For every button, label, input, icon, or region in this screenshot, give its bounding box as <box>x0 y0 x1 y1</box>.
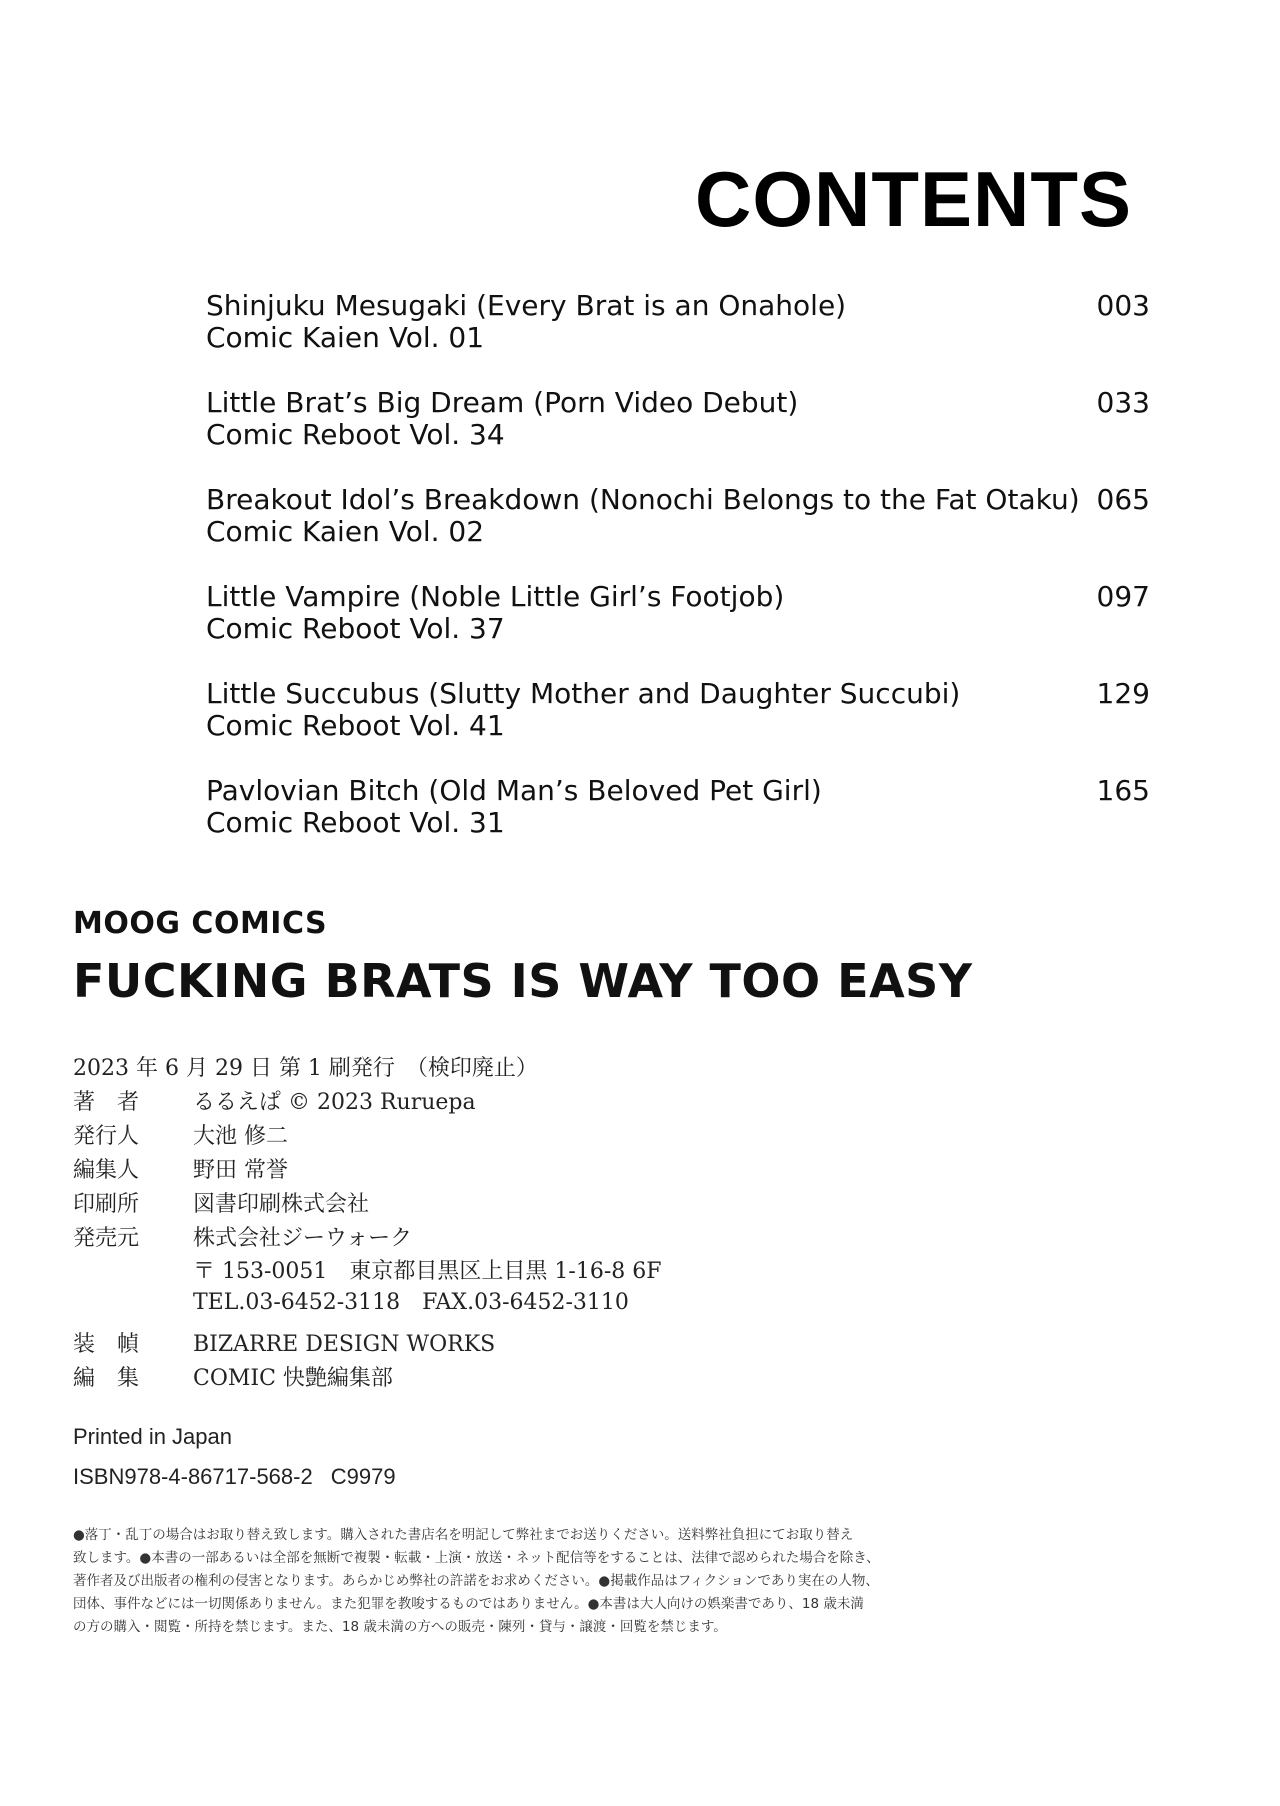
credit-value: るるえぱ © 2023 Ruruepa <box>193 1090 476 1115</box>
toc-story-source: Comic Reboot Vol. 41 <box>206 709 505 742</box>
toc-story-source: Comic Kaien Vol. 02 <box>206 515 485 548</box>
notice-line: 著作者及び出版者の権利の侵害となります。あらかじめ弊社の許諾をお求めください。●掲載作品はフィクションであり実在の人物、 <box>73 1573 879 1589</box>
toc-story-source: Comic Reboot Vol. 37 <box>206 612 505 645</box>
toc-story-title: Pavlovian Bitch (Old Man’s Beloved Pet Girl) <box>206 774 822 807</box>
credit-row-publisher <box>73 1120 662 1154</box>
toc-page-number: 097 <box>1096 580 1150 613</box>
credit-label: 発売元 <box>73 1226 140 1251</box>
toc-story-source: Comic Reboot Vol. 34 <box>206 418 505 451</box>
credit-row-editor <box>73 1154 662 1188</box>
toc-page-number: 129 <box>1096 677 1150 710</box>
credit-value: BIZARRE DESIGN WORKS <box>193 1332 496 1357</box>
credit-label: 印刷所 <box>73 1192 140 1217</box>
toc-entry <box>206 290 1150 387</box>
distributor-phone: TEL.03-6452-3118 FAX.03-6452-3110 <box>193 1290 629 1315</box>
toc-story-title: Little Vampire (Noble Little Girl’s Footjob) <box>206 580 785 613</box>
credit-value: 図書印刷株式会社 <box>193 1192 370 1217</box>
credit-value: 野田 常誉 <box>193 1158 288 1183</box>
toc-entry <box>206 775 1150 872</box>
notice-line: ●落丁・乱丁の場合はお取り替え致します。購入された書店名を明記して弊社までお送りください。送料弊社負担にてお取り替え <box>73 1527 854 1543</box>
toc-story-title: Breakout Idol’s Breakdown (Nonochi Belongs to the Fat Otaku) <box>206 483 1080 516</box>
isbn-number: ISBN978-4-86717-568-2 <box>73 1464 313 1489</box>
toc-story-title: Shinjuku Mesugaki (Every Brat is an Onahole) <box>206 289 847 322</box>
credit-label: 著 者 <box>73 1090 140 1115</box>
credit-row-distributor <box>73 1222 662 1256</box>
legal-notice <box>73 1524 943 1639</box>
toc-page-number: 033 <box>1096 386 1150 419</box>
table-of-contents <box>206 290 1150 872</box>
toc-entry <box>206 387 1150 484</box>
credit-label: 装 幀 <box>73 1332 140 1357</box>
toc-story-source: Comic Kaien Vol. 01 <box>206 321 485 354</box>
contents-heading: CONTENTS <box>695 155 1132 243</box>
toc-story-title: Little Succubus (Slutty Mother and Daughter Succubi) <box>206 677 961 710</box>
credit-row-editing <box>73 1362 662 1396</box>
publisher-imprint: MOOG COMICS <box>73 906 328 941</box>
book-title: FUCKING BRATS IS WAY TOO EASY <box>73 954 973 1008</box>
credit-label: 編集人 <box>73 1158 140 1183</box>
notice-line: 団体、事件などには一切関係ありません。また犯罪を教唆するものではありません。●本書は大人向けの娯楽書であり、18 歳未満 <box>73 1596 864 1612</box>
toc-entry <box>206 581 1150 678</box>
credit-value: 大池 修二 <box>193 1124 288 1149</box>
toc-entry <box>206 484 1150 581</box>
credit-row-printer <box>73 1188 662 1222</box>
publication-date: 2023 年 6 月 29 日 第 1 刷発行 （検印廃止） <box>73 1056 538 1081</box>
printed-in: Printed in Japan <box>73 1424 232 1449</box>
credit-label: 編 集 <box>73 1366 140 1391</box>
credit-label: 発行人 <box>73 1124 140 1149</box>
credit-value: COMIC 快艶編集部 <box>193 1366 393 1391</box>
toc-page-number: 003 <box>1096 289 1150 322</box>
distributor-address: 〒 153-0051 東京都目黒区上目黒 1-16-8 6F <box>193 1259 662 1284</box>
toc-story-source: Comic Reboot Vol. 31 <box>206 806 505 839</box>
classification-code: C9979 <box>330 1464 396 1489</box>
notice-line: の方の購入・閲覧・所持を禁じます。また、18 歳未満の方への販売・陳列・貸与・譲渡・回覧を禁じます。 <box>73 1619 727 1635</box>
credit-value: 株式会社ジーウォーク <box>193 1226 413 1251</box>
toc-story-title: Little Brat’s Big Dream (Porn Video Debut) <box>206 386 799 419</box>
isbn-line <box>73 1464 396 1490</box>
credit-row-design <box>73 1328 662 1362</box>
toc-page-number: 165 <box>1096 774 1150 807</box>
notice-line: 致します。●本書の一部あるいは全部を無断で複製・転載・上演・放送・ネット配信等をすることは、法律で認められた場合を除き、 <box>73 1550 880 1566</box>
toc-entry <box>206 678 1150 775</box>
credit-row-author <box>73 1086 662 1120</box>
colophon <box>73 1052 662 1396</box>
toc-page-number: 065 <box>1096 483 1150 516</box>
